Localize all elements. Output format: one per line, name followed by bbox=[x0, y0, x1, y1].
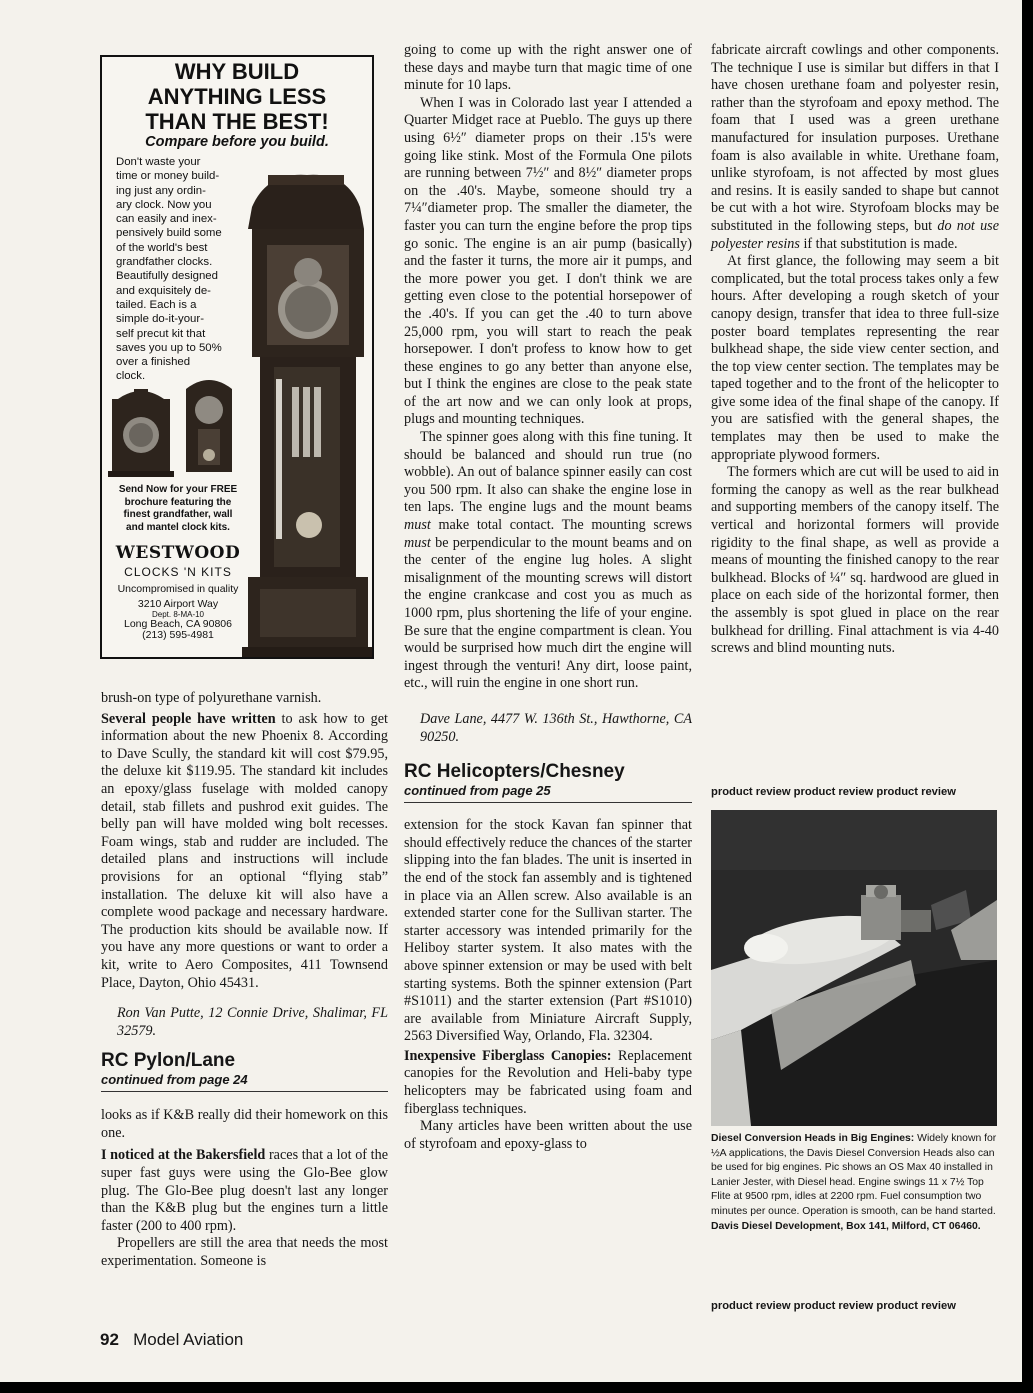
rc-helicopters-heading: RC Helicopters/Chesney bbox=[404, 761, 625, 783]
col2-paragraph-5: Inexpensive Fiberglass Canopies: Replacement canopies for the Revolution and Heli-baby type helicopters may be fabricated using foam and fiberglass techniques. bbox=[404, 1047, 692, 1117]
col1-paragraph-4: I noticed at the Bakersfield races that a lot of the super fast guys were using the Glo-Bee glow plug. The Glo-Bee plug doesn't last any longer than the K&B plug but the engines turn a little faster (200 to 400 rpm). bbox=[101, 1147, 388, 1234]
page-footer bbox=[100, 1330, 243, 1350]
ad-brand-name: WESTWOOD bbox=[115, 543, 241, 563]
column-1 bbox=[101, 690, 388, 1271]
col1-signature: Ron Van Putte, 12 Connie Drive, Shalimar, FL 32579. bbox=[117, 1005, 388, 1039]
product-review-bar-bottom: product review product review product review bbox=[711, 1300, 956, 1312]
ad-brand-subtitle: CLOCKS 'N KITS bbox=[124, 565, 232, 579]
col2-signature: Dave Lane, 4477 W. 136th St., Hawthorne, CA 90250. bbox=[420, 710, 692, 745]
rc-helicopters-continued: continued from page 25 bbox=[404, 783, 692, 803]
col1-paragraph-5: Propellers are still the area that needs the most experimentation. Someone is bbox=[101, 1235, 388, 1270]
col2-paragraph-3: The spinner goes along with this fine tuning. It should be balanced and should run true (no wobble). An out of balance spinner easily can cost you 500 rpm. It also can shake the engine lose in ten laps. The engine lugs and the mount beams must make total contact. The mounting screws must be perpendicular to the mount beams and on the center of the engine lug holes. A slight misalignment of the mounting screws will distort the engine crankcase and cost you as much as 1000 rpm, plus shortening the life of your engine. Be sure that the engine compartment is clean. You would be surprised how much dirt the engine will ingest through the venturi! Any dirt, loose paint, etc., will ruin the engine in one short run. bbox=[404, 429, 692, 692]
diesel-engine-photo bbox=[711, 810, 997, 1126]
col2-paragraph-6: Many articles have been written about the use of styrofoam and epoxy-glass to bbox=[404, 1118, 692, 1152]
page-number: 92 bbox=[100, 1330, 119, 1349]
mantel-clock-image bbox=[108, 389, 174, 477]
ad-body-text: Don't waste your time or money build- ing just any ordin- ary clock. Now you can easily and inex- pensively build some of the world's best grandfather clocks. Beautifully designed and exquisitely de- tailed. Each is a simple do-it-your- self precut kit that saves you up to 50% over a finished clock. bbox=[116, 156, 222, 383]
column-2 bbox=[404, 42, 692, 1153]
clock-kit-advertisement bbox=[100, 55, 374, 659]
magazine-name: Model Aviation bbox=[133, 1330, 244, 1349]
product-review-bar-top: product review product review product review bbox=[711, 786, 956, 798]
rc-pylon-heading: RC Pylon/Lane bbox=[101, 1050, 236, 1072]
col2-paragraph-1: going to come up with the right answer one of these days and maybe turn that magic time of one minute for 10 laps. bbox=[404, 42, 692, 94]
col2-paragraph-2: When I was in Colorado last year I attended a Quarter Midget race at Pueblo. The guys up there using 6½″ diameter props on their .15's were going like stink. Most of the Formula One pilots are running between 7½″ and 8½″ diameter props on the .40's. Maybe, someone should try a 7¼″diameter prop. The smaller the diameter, the faster you can turn the engine before the prop tips go sonic. The engine is an air pump (basically) and the faster it turns, the more air it pumps, and the more power you get. I don't think we are getting even close to the potential horsepower of the .40's. If you can get the .40 to turn above 25,000 rpm, you will start to reach the peak horsepower. I don't profess to know how to get these engines to go any better than anyone else, but I think the engines are close to the peak state of the art now and we can only look at props, plugs and mounting techniques. bbox=[404, 94, 692, 428]
ad-tagline: Uncompromised in quality bbox=[117, 583, 239, 595]
col3-paragraph-1: fabricate aircraft cowlings and other components. The technique I use is similar but differs in that I have chosen urethane foam and polyester resin, rather than the styrofoam and epoxy method. The foam that I used was a green urethane manufactured for insulation purposes. Urethane foam is also available in white. Urethane foam, unlike styrofoam, is not affected by most glues and resins. It is easily sanded to shape but cannot be cut with a hot wire. Styrofoam blocks may be substituted in the following steps, but do not use polyester resins if that substitution is made. bbox=[711, 42, 999, 252]
column-3 bbox=[711, 42, 999, 658]
ad-send-now-text: Send Now for your FREE brochure featuring the finest grandfather, wall and mantel clock kits. bbox=[118, 484, 238, 533]
rc-pylon-continued: continued from page 24 bbox=[101, 1072, 388, 1092]
ad-headline-line3: THAN THE BEST! bbox=[145, 109, 329, 134]
ad-subhead: Compare before you build. bbox=[145, 134, 329, 150]
ad-headline-line1: WHY BUILD bbox=[174, 59, 300, 84]
col2-paragraph-4: extension for the stock Kavan fan spinner that should effectively reduce the chances of the starter slipping into the fan blades. The unit is inserted in the end of the stock fan assembly and is tightened in place via an Allen screw. Also available is an extended starter cone for the Sullivan starter. The starter accessory was intended primarily for the Heliboy starter system. It also mates with the above spinner extension or may be used with belt starting systems. Both the spinner extension (Part #S1011) and the starter extension (Part #S1010) are available from Miniature Aircraft Supply, 2563 Diversified Way, Orlando, Fla. 32304. bbox=[404, 817, 692, 1045]
col1-paragraph-1: brush-on type of polyurethane varnish. bbox=[101, 690, 322, 706]
col1-paragraph-3: looks as if K&B really did their homework on this one. bbox=[101, 1107, 388, 1141]
wall-clock-image bbox=[186, 380, 232, 472]
col3-paragraph-2: At first glance, the following may seem a bit complicated, but the total process takes only a few hours. After developing a rough sketch of your canopy design, transfer that idea to three full-size poster board templates representing the rear bulkhead shape, the side view center section, and the top view center section. The templates may be taped together and to the front of the helicopter to give some idea of the final shape of the canopy. If you are satisfied with the general shapes, the templates may then be used to make the appropriate plywood formers. bbox=[711, 253, 999, 463]
col1-paragraph-2: Several people have written to ask how to get information about the new Phoenix 8. According to Dave Scully, the standard kit will cost $79.95, the deluxe kit $119.95. The standard kit includes an epoxy/glass fuselage with molded canopy detail, stab fillets and pushrod exit guides. The belly pan will have molded wing bolt recesses. Foam wings, stab and rudder are included. The detailed plans and instructions will include provisions for an optional “flying stab” installation. The deluxe kit will also have a complete wood package and necessary hardware. The production kits should be available now. If you have any more questions or want to order a kit, write to Aero Composites, 411 Townsend Place, Dayton, Ohio 45431. bbox=[101, 710, 388, 991]
col3-paragraph-3: The formers which are cut will be used to aid in forming the canopy as well as the rear bulkhead and supporting members of the canopy itself. The vertical and horizontal formers will provide rigidity to the final shape, as well as provide a means of mounting the finished canopy to the rear bulkhead. Blocks of ¼″ sq. hardwood are glued in place on each side of the horizontal former, then the assembly is spot glued in place on the rear bulkhead for drilling. Final attachment is via 4-40 screws and blind mounting nuts. bbox=[711, 464, 999, 657]
ad-address: 3210 Airport Way Dept. 8-MA-10 Long Beach, CA 90806 (213) 595-4981 bbox=[123, 598, 232, 641]
ad-headline-line2: ANYTHING LESS bbox=[147, 84, 327, 109]
photo-caption: Diesel Conversion Heads in Big Engines: Widely known for ½A applications, the Davis Diesel Conversion Heads also can be used for big engines. Pic shows an OS Max 40 installed in Lanier Jester, with Diesel head. Engine swings 11 x 7½ Top Flite at 9500 rpm, idles at 2200 rpm. Fuel consumption two minutes per ounce. Operation is smooth, can be hand started. Davis Diesel Development, Box 141, Milford, CT 06460. bbox=[711, 1133, 997, 1232]
grandfather-clock-image bbox=[242, 175, 372, 657]
